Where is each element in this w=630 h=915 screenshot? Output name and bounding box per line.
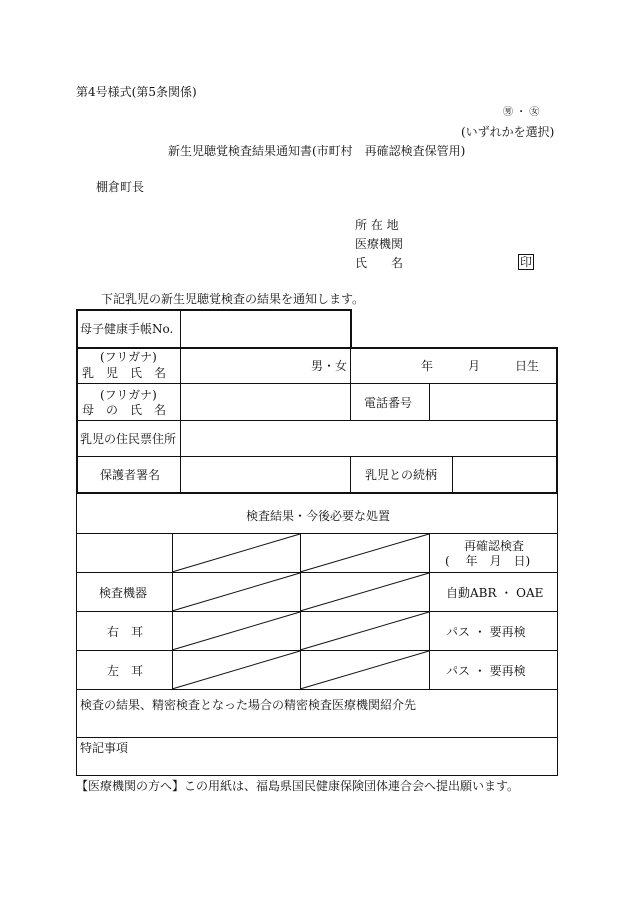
birth-month-label: 月 <box>468 359 481 373</box>
select-note: (いずれかを選択) <box>461 125 555 139</box>
referral-label: 検査の結果、精密検査となった場合の精密検査医療機関紹介先 <box>80 698 417 712</box>
recheck-date: ( 年 月 日) <box>445 554 531 568</box>
institution-label: 医療機関 <box>355 237 404 251</box>
mother-kana-label: (フリガナ) <box>100 388 157 402</box>
intro-text: 下記乳児の新生児聴覚検査の結果を通知します。 <box>101 292 365 306</box>
sex-selector[interactable]: ㊚ ・ ㊛ <box>503 107 540 118</box>
infant-name-label: 乳 児 氏 名 <box>82 366 167 380</box>
addressee: 棚倉町長 <box>96 180 145 194</box>
infant-kana-label: (フリガナ) <box>100 350 157 364</box>
address-label: 所 在 地 <box>355 218 399 232</box>
relation-label: 乳児との続柄 <box>365 468 438 482</box>
guardian-signature-label: 保護者署名 <box>100 468 161 482</box>
right-ear-options[interactable]: パス ・ 要再検 <box>446 625 526 639</box>
handbook-label: 母子健康手帳No. <box>80 322 174 336</box>
right-ear-label: 右 耳 <box>107 625 144 639</box>
phone-label: 電話番号 <box>364 396 413 410</box>
mother-name-label: 母 の 氏 名 <box>82 403 167 417</box>
infant-address-label: 乳児の住民票住所 <box>80 432 177 446</box>
seal-mark: 印 <box>520 255 533 269</box>
notes-label: 特記事項 <box>80 741 129 755</box>
footer-note: 【医療機関の方へ】この用紙は、福島県国民健康保険団体連合会へ提出願います。 <box>76 779 520 793</box>
left-ear-label: 左 耳 <box>107 664 144 678</box>
device-options[interactable]: 自動ABR ・ OAE <box>446 586 544 600</box>
recheck-title: 再確認検査 <box>464 539 525 553</box>
birth-day-label: 日生 <box>515 359 540 373</box>
page-title: 新生児聴覚検査結果通知書(市町村 再確認検査保管用) <box>168 144 466 158</box>
device-label: 検査機器 <box>99 586 148 600</box>
form-number: 第4号様式(第5条関係) <box>76 85 197 99</box>
signer-name-label: 氏 名 <box>355 256 404 270</box>
birth-year-label: 年 <box>421 359 434 373</box>
left-ear-options[interactable]: パス ・ 要再検 <box>446 664 526 678</box>
sex-options[interactable]: 男・女 <box>311 359 348 373</box>
results-heading: 検査結果・今後必要な処置 <box>246 509 391 523</box>
